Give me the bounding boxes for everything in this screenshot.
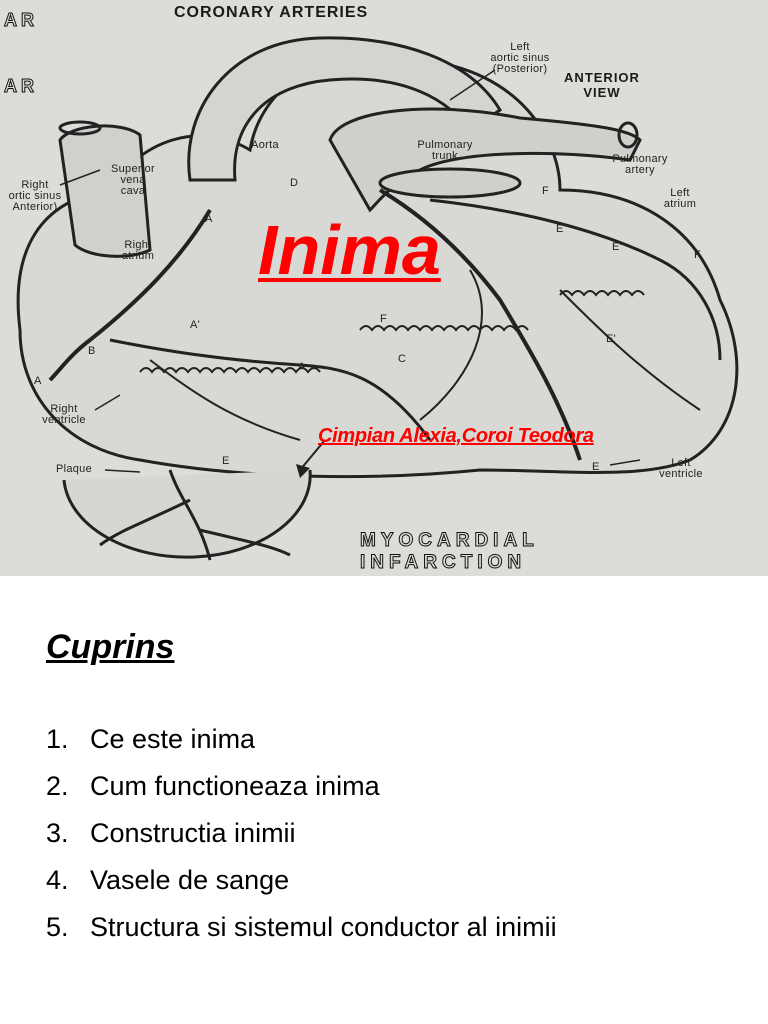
list-item <box>46 857 557 904</box>
list-item <box>46 904 557 951</box>
diagram-letter: E' <box>606 333 617 345</box>
label-line: Superior <box>111 163 155 175</box>
corner-mark: AR <box>4 76 38 96</box>
item-number: 3. <box>46 818 69 848</box>
diagram-letter: F <box>694 249 702 261</box>
diagram-letter: B <box>88 345 96 357</box>
item-text: Vasele de sange <box>90 865 290 895</box>
label-line: trunk <box>432 150 458 162</box>
label-line: ventricle <box>659 468 703 480</box>
item-number: 1. <box>46 724 69 754</box>
diagram-letter: A' <box>190 319 201 331</box>
pulmonary-trunk-label <box>395 140 495 162</box>
label-line: atrium <box>663 198 697 210</box>
diagram-letter: D <box>290 177 299 189</box>
label-line: atrium <box>121 250 155 262</box>
right-ventricle-label <box>24 404 104 426</box>
list-item <box>46 716 557 763</box>
diagram-header: CORONARY ARTERIES <box>174 4 369 21</box>
label-line: Pulmonary <box>417 139 473 151</box>
slide-title: Inima <box>258 211 441 289</box>
diagram-letter: A <box>34 375 42 387</box>
left-aortic-sinus-label <box>470 42 570 75</box>
contents-list <box>46 716 557 951</box>
diagram-letter: F <box>380 313 388 325</box>
label-line: artery <box>625 164 655 176</box>
mark-line: INFARCTION <box>360 552 527 573</box>
diagram-letter: E <box>556 223 564 235</box>
diagram-letter: E <box>592 461 600 473</box>
label-line: Anterior) <box>12 201 58 213</box>
right-aortic-sinus-label <box>0 180 70 213</box>
list-item <box>46 810 557 857</box>
aorta-label: Aorta <box>251 139 279 151</box>
item-text: Structura si sistemul conductor al inimii <box>90 912 557 942</box>
plaque-label: Plaque <box>55 463 93 475</box>
label-line: ventricle <box>42 414 86 426</box>
diagram-letter: C <box>398 353 407 365</box>
label-line: Right <box>124 239 152 251</box>
diagram-letter: E' <box>612 241 623 253</box>
diagram-letter: A <box>298 361 306 373</box>
mark-line: MYOCARDIAL <box>360 530 539 551</box>
label-line: Pulmonary <box>612 153 668 165</box>
label-line: (Posterior) <box>492 63 548 75</box>
item-number: 4. <box>46 865 69 895</box>
right-atrium-label <box>108 240 168 262</box>
list-item <box>46 763 557 810</box>
superior-vena-cava-label <box>98 164 168 197</box>
left-atrium-label <box>645 188 715 210</box>
item-text: Ce este inima <box>90 724 256 754</box>
diagram-letter: E <box>222 455 230 467</box>
item-text: Cum functioneaza inima <box>90 771 380 801</box>
leader-line <box>105 470 140 472</box>
contents-slide <box>0 576 768 1024</box>
label-line: Left <box>671 457 691 469</box>
label-line: Left <box>670 187 690 199</box>
label-line: Left <box>510 41 530 53</box>
corner-mark: AR <box>4 10 38 30</box>
item-number: 5. <box>46 912 69 942</box>
item-text: Constructia inimii <box>90 818 296 848</box>
view-line: VIEW <box>583 85 621 100</box>
contents-title: Cuprins <box>46 628 175 666</box>
left-ventricle-label <box>636 458 726 480</box>
label-line: cava <box>120 185 146 197</box>
label-line: aortic sinus <box>490 52 550 64</box>
pulmonary-artery-label <box>585 154 695 176</box>
view-line: ANTERIOR <box>564 70 640 85</box>
label-line: vena <box>120 174 146 186</box>
diagram-letter: A <box>205 213 213 225</box>
trunk-opening <box>380 169 520 197</box>
label-line: ortic sinus <box>8 190 62 202</box>
diagram-letter: F <box>542 185 550 197</box>
slide-authors: Cimpian Alexia,Coroi Teodora <box>318 425 594 447</box>
item-number: 2. <box>46 771 69 801</box>
label-line: Right <box>50 403 78 415</box>
infarction-mark <box>360 530 539 574</box>
label-line: Right <box>21 179 49 191</box>
